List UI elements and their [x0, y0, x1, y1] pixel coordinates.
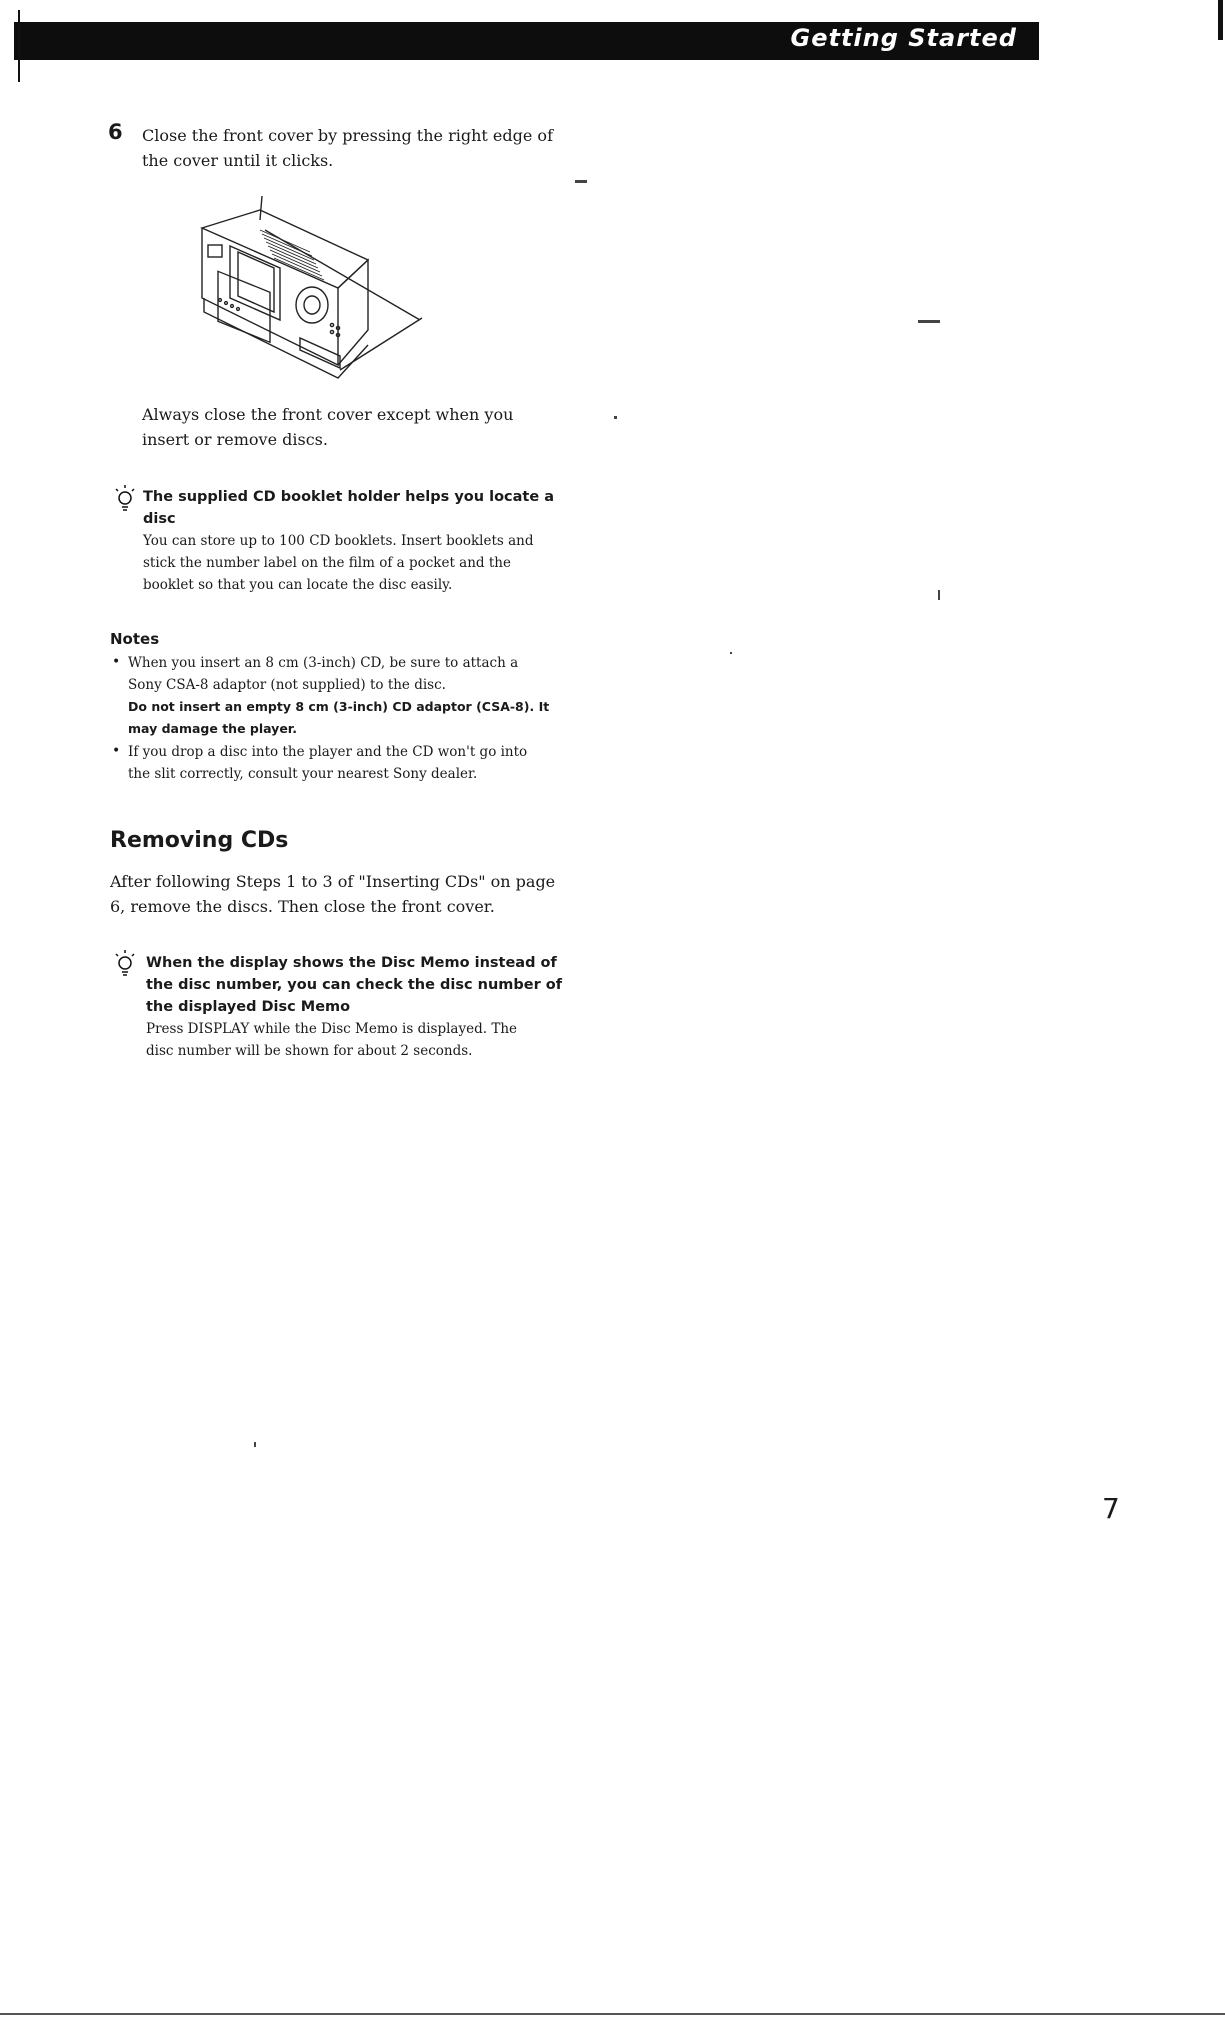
tip-body-line: Press DISPLAY while the Disc Memo is displayed. The	[146, 1021, 518, 1037]
tip-body-line: stick the number label on the film of a pocket and the	[143, 555, 511, 571]
note-line: If you drop a disc into the player and the CD won't go into	[128, 744, 528, 760]
scan-artifact	[614, 416, 617, 419]
lightbulb-icon	[112, 948, 138, 980]
cd-player-illustration	[190, 190, 430, 380]
instruction-text-line: Always close the front cover except when you	[142, 405, 514, 424]
scan-artifact	[254, 1442, 256, 1447]
scan-artifact	[575, 180, 587, 183]
scan-artifact	[918, 320, 940, 323]
tip-heading-line: disc	[143, 511, 176, 527]
note-warning-line: Do not insert an empty 8 cm (3-inch) CD adaptor (CSA-8). It	[128, 699, 550, 714]
scan-artifact	[938, 590, 940, 600]
bullet-point: •	[112, 654, 121, 670]
edge-mark	[1218, 0, 1223, 40]
lightbulb-icon	[112, 483, 138, 515]
section-heading: Removing CDs	[110, 828, 289, 853]
tip-heading-line: the disc number, you can check the disc number of	[146, 977, 563, 993]
header-tick-mark	[18, 10, 20, 82]
step-number: 6	[108, 120, 123, 144]
tip-heading-line: When the display shows the Disc Memo instead of	[146, 955, 557, 971]
header-band	[14, 22, 1039, 60]
page-number: 7	[1102, 1492, 1120, 1525]
note-line: Sony CSA-8 adaptor (not supplied) to the disc.	[128, 677, 446, 693]
bullet-point: •	[112, 743, 121, 759]
section-header-title: Getting Started	[790, 24, 1017, 52]
tip-heading-line: the displayed Disc Memo	[146, 999, 351, 1015]
step-text-line: Close the front cover by pressing the right edge of	[142, 126, 553, 145]
tip-body-line: disc number will be shown for about 2 seconds.	[146, 1043, 473, 1059]
page-edge-line	[0, 2013, 1225, 2015]
notes-heading: Notes	[110, 630, 160, 648]
tip-body-line: booklet so that you can locate the disc easily.	[143, 577, 453, 593]
note-line: When you insert an 8 cm (3-inch) CD, be sure to attach a	[128, 655, 519, 671]
step-text-line: the cover until it clicks.	[142, 151, 334, 170]
note-warning-line: may damage the player.	[128, 721, 297, 736]
tip-heading-line: The supplied CD booklet holder helps you locate a	[143, 489, 555, 505]
instruction-text-line: insert or remove discs.	[142, 430, 328, 449]
scan-artifact	[730, 652, 732, 654]
tip-body-line: You can store up to 100 CD booklets. Insert booklets and	[143, 533, 534, 549]
note-line: the slit correctly, consult your nearest Sony dealer.	[128, 766, 478, 782]
body-text-line: After following Steps 1 to 3 of "Inserting CDs" on page	[110, 872, 556, 891]
body-text-line: 6, remove the discs. Then close the front cover.	[110, 897, 495, 916]
